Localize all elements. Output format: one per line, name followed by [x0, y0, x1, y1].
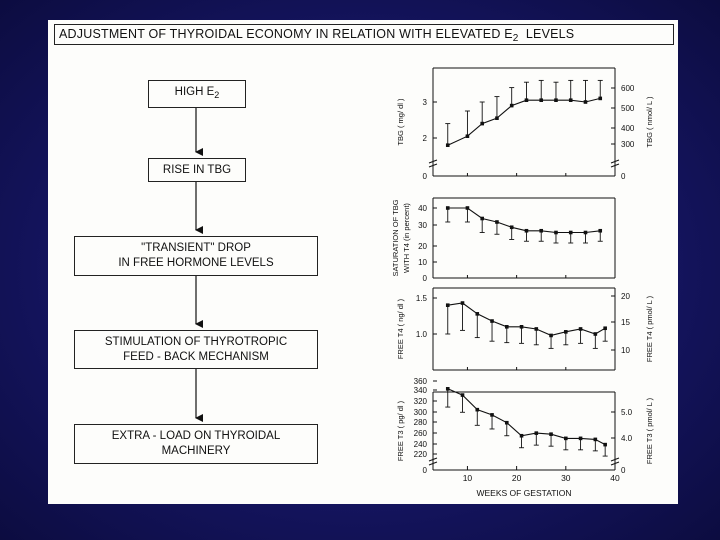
chart-4-ylabel-right: FREE T3 ( pmol/ L ) [645, 397, 654, 465]
slide-panel [48, 20, 678, 504]
chart-3-ytick-right-label-0: 10 [621, 346, 630, 355]
chart-4-point-7 [549, 432, 553, 436]
flow-box-high-e2-text: HIGH E [174, 86, 215, 98]
flow-box-stimulation-line1: STIMULATION OF THYROTROPIC [104, 335, 288, 348]
chart-1-ytick-label-2: 3 [422, 98, 427, 107]
flow-box-stimulation-line2: FEED - BACK MECHANISM [123, 350, 269, 363]
chart-2-point-10 [598, 229, 602, 233]
chart-4-series-line [448, 389, 605, 445]
gestation-charts [48, 20, 678, 504]
flow-box-transient-drop-line1: "TRANSIENT" DROP [141, 242, 251, 254]
chart-1-ylabel-right: TBG ( nmol/ L ) [645, 96, 654, 148]
chart-2-point-4 [510, 225, 514, 229]
title-text: ADJUSTMENT OF THYROIDAL ECONOMY IN RELATION WITH ELEVATED E [59, 27, 513, 41]
chart-2-point-6 [539, 229, 543, 233]
chart-4-point-10 [594, 438, 598, 442]
chart-4-ytick-right-label-0: 0 [621, 466, 626, 475]
chart-1-point-7 [554, 98, 558, 102]
flow-box-transient-drop-line2: IN FREE HORMONE LEVELS [118, 257, 274, 269]
chart-3-point-9 [579, 327, 583, 331]
chart-3-point-1 [461, 301, 465, 305]
chart-1-ytick-label-0: 0 [422, 172, 427, 181]
chart-4-point-3 [490, 413, 494, 417]
chart-4-point-6 [534, 431, 538, 435]
chart-3-point-0 [446, 303, 450, 307]
flow-box-extra-load-line2: MACHINERY [161, 445, 231, 457]
chart-2-series-line [448, 208, 600, 233]
chart-4-point-0 [446, 387, 450, 391]
chart-2-ytick-label-3: 30 [418, 221, 427, 230]
chart-2-ytick-label-4: 40 [418, 204, 427, 213]
chart-4-point-1 [461, 393, 465, 397]
chart-4-ytick-label-4: 280 [413, 418, 427, 427]
chart-2-point-5 [525, 229, 529, 233]
chart-4-point-2 [475, 408, 479, 412]
chart-4-point-8 [564, 437, 568, 441]
chart-4-ytick-label-2: 240 [413, 440, 427, 449]
chart-1-ytick-right-label-2: 400 [621, 124, 635, 133]
chart-1-point-5 [525, 98, 529, 102]
chart-3-point-8 [564, 330, 568, 334]
chart-2-ytick-label-1: 10 [418, 258, 427, 267]
chart-1-point-1 [466, 134, 470, 138]
chart-3-point-6 [534, 327, 538, 331]
chart-4-ylabel: FREE T3 ( pg/ dl ) [396, 400, 405, 462]
chart-1-point-4 [510, 104, 514, 108]
chart-2-ytick-label-2: 20 [418, 242, 427, 251]
chart-3-point-7 [549, 334, 553, 338]
chart-2-point-2 [480, 217, 484, 221]
chart-1-point-8 [569, 98, 573, 102]
chart-4-ytick-label-5: 300 [413, 408, 427, 417]
chart-3-ytick-right-label-1: 15 [621, 318, 630, 327]
chart-4-ytick-label-6: 320 [413, 397, 427, 406]
chart-2-point-0 [446, 206, 450, 210]
chart-2-point-3 [495, 220, 499, 224]
chart-4-ytick-label-1: 220 [413, 450, 427, 459]
chart-4-xlabel: WEEKS OF GESTATION [476, 488, 572, 498]
title-subscript: 2 [512, 33, 519, 44]
chart-4-ytick-right-label-1: 4.0 [621, 434, 633, 443]
chart-1-point-3 [495, 116, 499, 120]
chart-3-point-4 [505, 325, 509, 329]
chart-2-point-7 [554, 231, 558, 235]
chart-1-series-line [448, 98, 600, 145]
chart-1-point-10 [598, 97, 602, 101]
chart-3-ylabel-right: FREE T4 ( pmol/ L ) [645, 295, 654, 363]
chart-4-point-5 [520, 434, 524, 438]
chart-1-point-9 [584, 100, 588, 104]
chart-1-point-0 [446, 143, 450, 147]
chart-3-point-3 [490, 319, 494, 323]
chart-3-ytick-right-label-2: 20 [621, 292, 630, 301]
chart-4-xtick-label-0: 10 [462, 473, 473, 483]
chart-4-point-9 [579, 437, 583, 441]
chart-4-ytick-label-0: 0 [422, 466, 427, 475]
chart-1-ytick-right-label-4: 600 [621, 84, 635, 93]
chart-3-point-2 [475, 312, 479, 316]
chart-1-ytick-right-label-1: 300 [621, 140, 635, 149]
chart-4-xtick-label-1: 20 [511, 473, 522, 483]
chart-1-ytick-label-1: 2 [422, 134, 427, 143]
chart-3-point-10 [594, 332, 598, 336]
chart-4-point-4 [505, 421, 509, 425]
chart-3-ylabel: FREE T4 ( ng/ dl ) [396, 298, 405, 360]
chart-1-point-2 [480, 122, 484, 126]
chart-4-ytick-label-3: 260 [413, 429, 427, 438]
chart-3-point-11 [603, 326, 607, 330]
chart-2-ylabel-1: SATURATION OF TBG [391, 199, 400, 277]
chart-2-ytick-label-0: 0 [422, 274, 427, 283]
chart-1-point-6 [539, 98, 543, 102]
flow-box-extra-load-line1: EXTRA - LOAD ON THYROIDAL [111, 430, 281, 442]
chart-3-ytick-label-0: 1.0 [415, 330, 427, 339]
chart-1-ytick-right-label-0: 0 [621, 172, 626, 181]
flow-box-high-e2-sub: 2 [214, 90, 220, 100]
chart-3-point-5 [520, 325, 524, 329]
chart-2-point-8 [569, 231, 573, 235]
chart-4-ytick-label-8: 360 [413, 377, 427, 386]
flow-box-rise-tbg-text: RISE IN TBG [162, 163, 232, 176]
chart-4-ytick-right-label-2: 5.0 [621, 408, 633, 417]
chart-1-ytick-right-label-3: 500 [621, 104, 635, 113]
title-tail: LEVELS [525, 27, 575, 41]
chart-2-point-1 [466, 206, 470, 210]
chart-1-ylabel: TBG ( mg/ dl ) [396, 98, 405, 146]
chart-4-point-11 [603, 443, 607, 447]
chart-4-ytick-label-7: 340 [413, 386, 427, 395]
chart-2-point-9 [584, 231, 588, 235]
chart-2-ylabel-2: WITH T4 (in percent) [402, 203, 411, 273]
chart-4-xtick-label-3: 40 [610, 473, 620, 483]
chart-4-xtick-label-2: 30 [561, 473, 571, 483]
chart-3-ytick-label-1: 1.5 [415, 294, 427, 303]
